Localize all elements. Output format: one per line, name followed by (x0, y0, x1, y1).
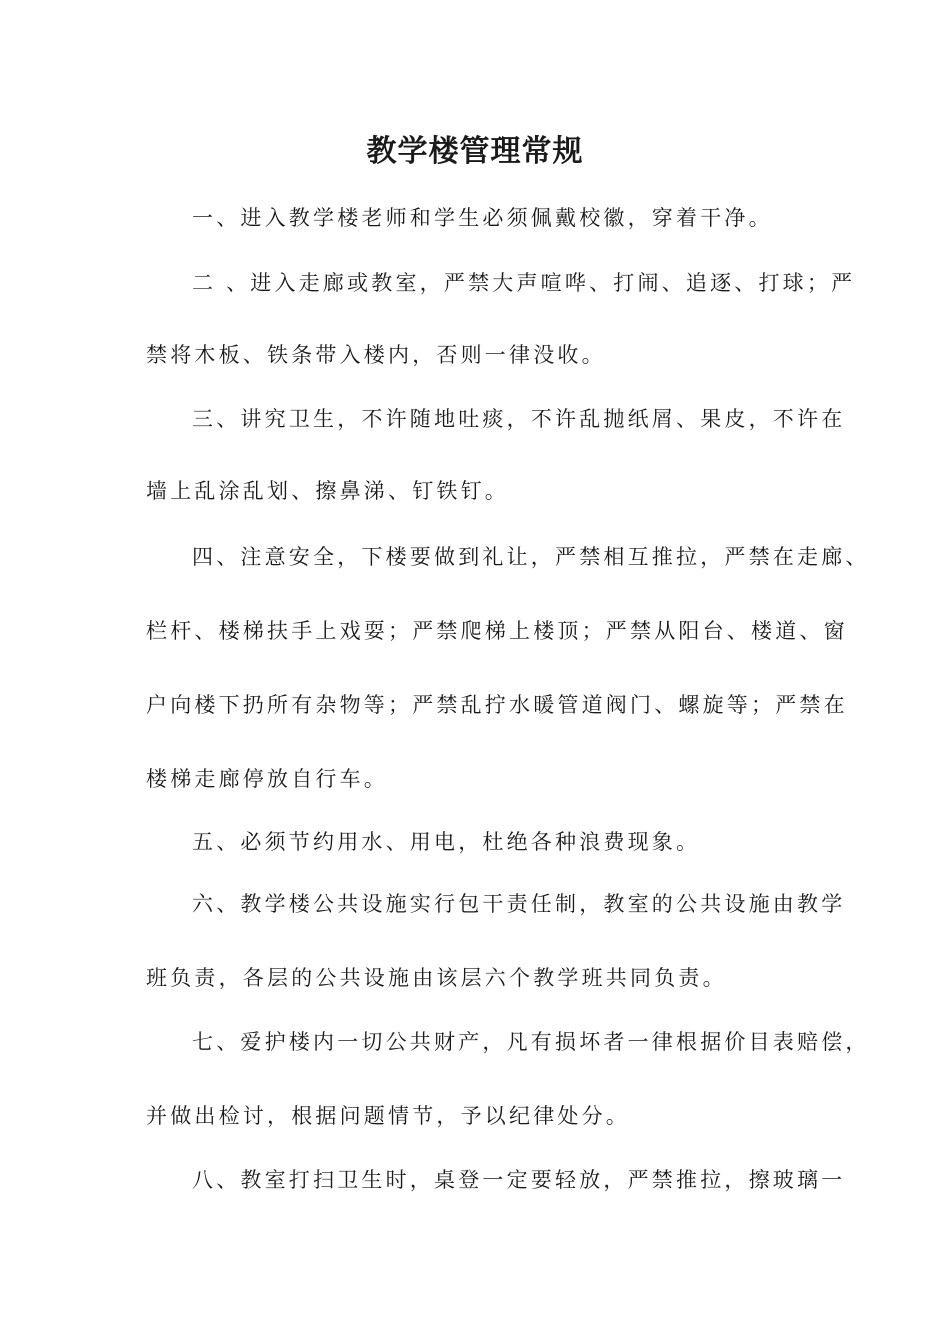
rule-2-line-2: 禁将木板、铁条带入楼内，否则一律没收。 (146, 343, 606, 367)
rule-4-line-4: 楼梯走廊停放自行车。 (146, 767, 388, 791)
rule-2-line-1: 二 、进入走廊或教室，严禁大声喧哗、打闹、追逐、打球；严 (192, 271, 856, 295)
rule-8-line-1: 八、教室打扫卫生时，桌登一定要轻放，严禁推拉，擦玻璃一 (192, 1168, 846, 1192)
rule-7-line-2: 并做出检讨，根据问题情节，予以纪律处分。 (146, 1104, 630, 1128)
rule-4-line-3: 户向楼下扔所有杂物等；严禁乱拧水暖管道阀门、螺旋等；严禁在 (146, 693, 848, 717)
rule-7-line-1: 七、爱护楼内一切公共财产，凡有损坏者一律根据价目表赔偿， (192, 1030, 870, 1054)
rule-1-line-1: 一、进入教学楼老师和学生必须佩戴校徽，穿着干净。 (192, 206, 773, 230)
rule-3-line-2: 墙上乱涂乱划、擦鼻涕、钉铁钉。 (146, 479, 509, 503)
rule-4-line-1: 四、注意安全，下楼要做到礼让，严禁相互推拉，严禁在走廊、 (192, 545, 870, 569)
rule-6-line-1: 六、教学楼公共设施实行包干责任制，教室的公共设施由教学 (192, 892, 846, 916)
rule-4-line-2: 栏杆、楼梯扶手上戏耍；严禁爬梯上楼顶；严禁从阳台、楼道、窗 (146, 619, 848, 643)
document-title: 教学楼管理常规 (366, 134, 584, 169)
rule-6-line-2: 班负责，各层的公共设施由该层六个教学班共同负责。 (146, 966, 727, 990)
rule-3-line-1: 三、讲究卫生，不许随地吐痰，不许乱抛纸屑、果皮，不许在 (192, 407, 846, 431)
rule-5-line-1: 五、必须节约用水、用电，杜绝各种浪费现象。 (192, 830, 701, 854)
